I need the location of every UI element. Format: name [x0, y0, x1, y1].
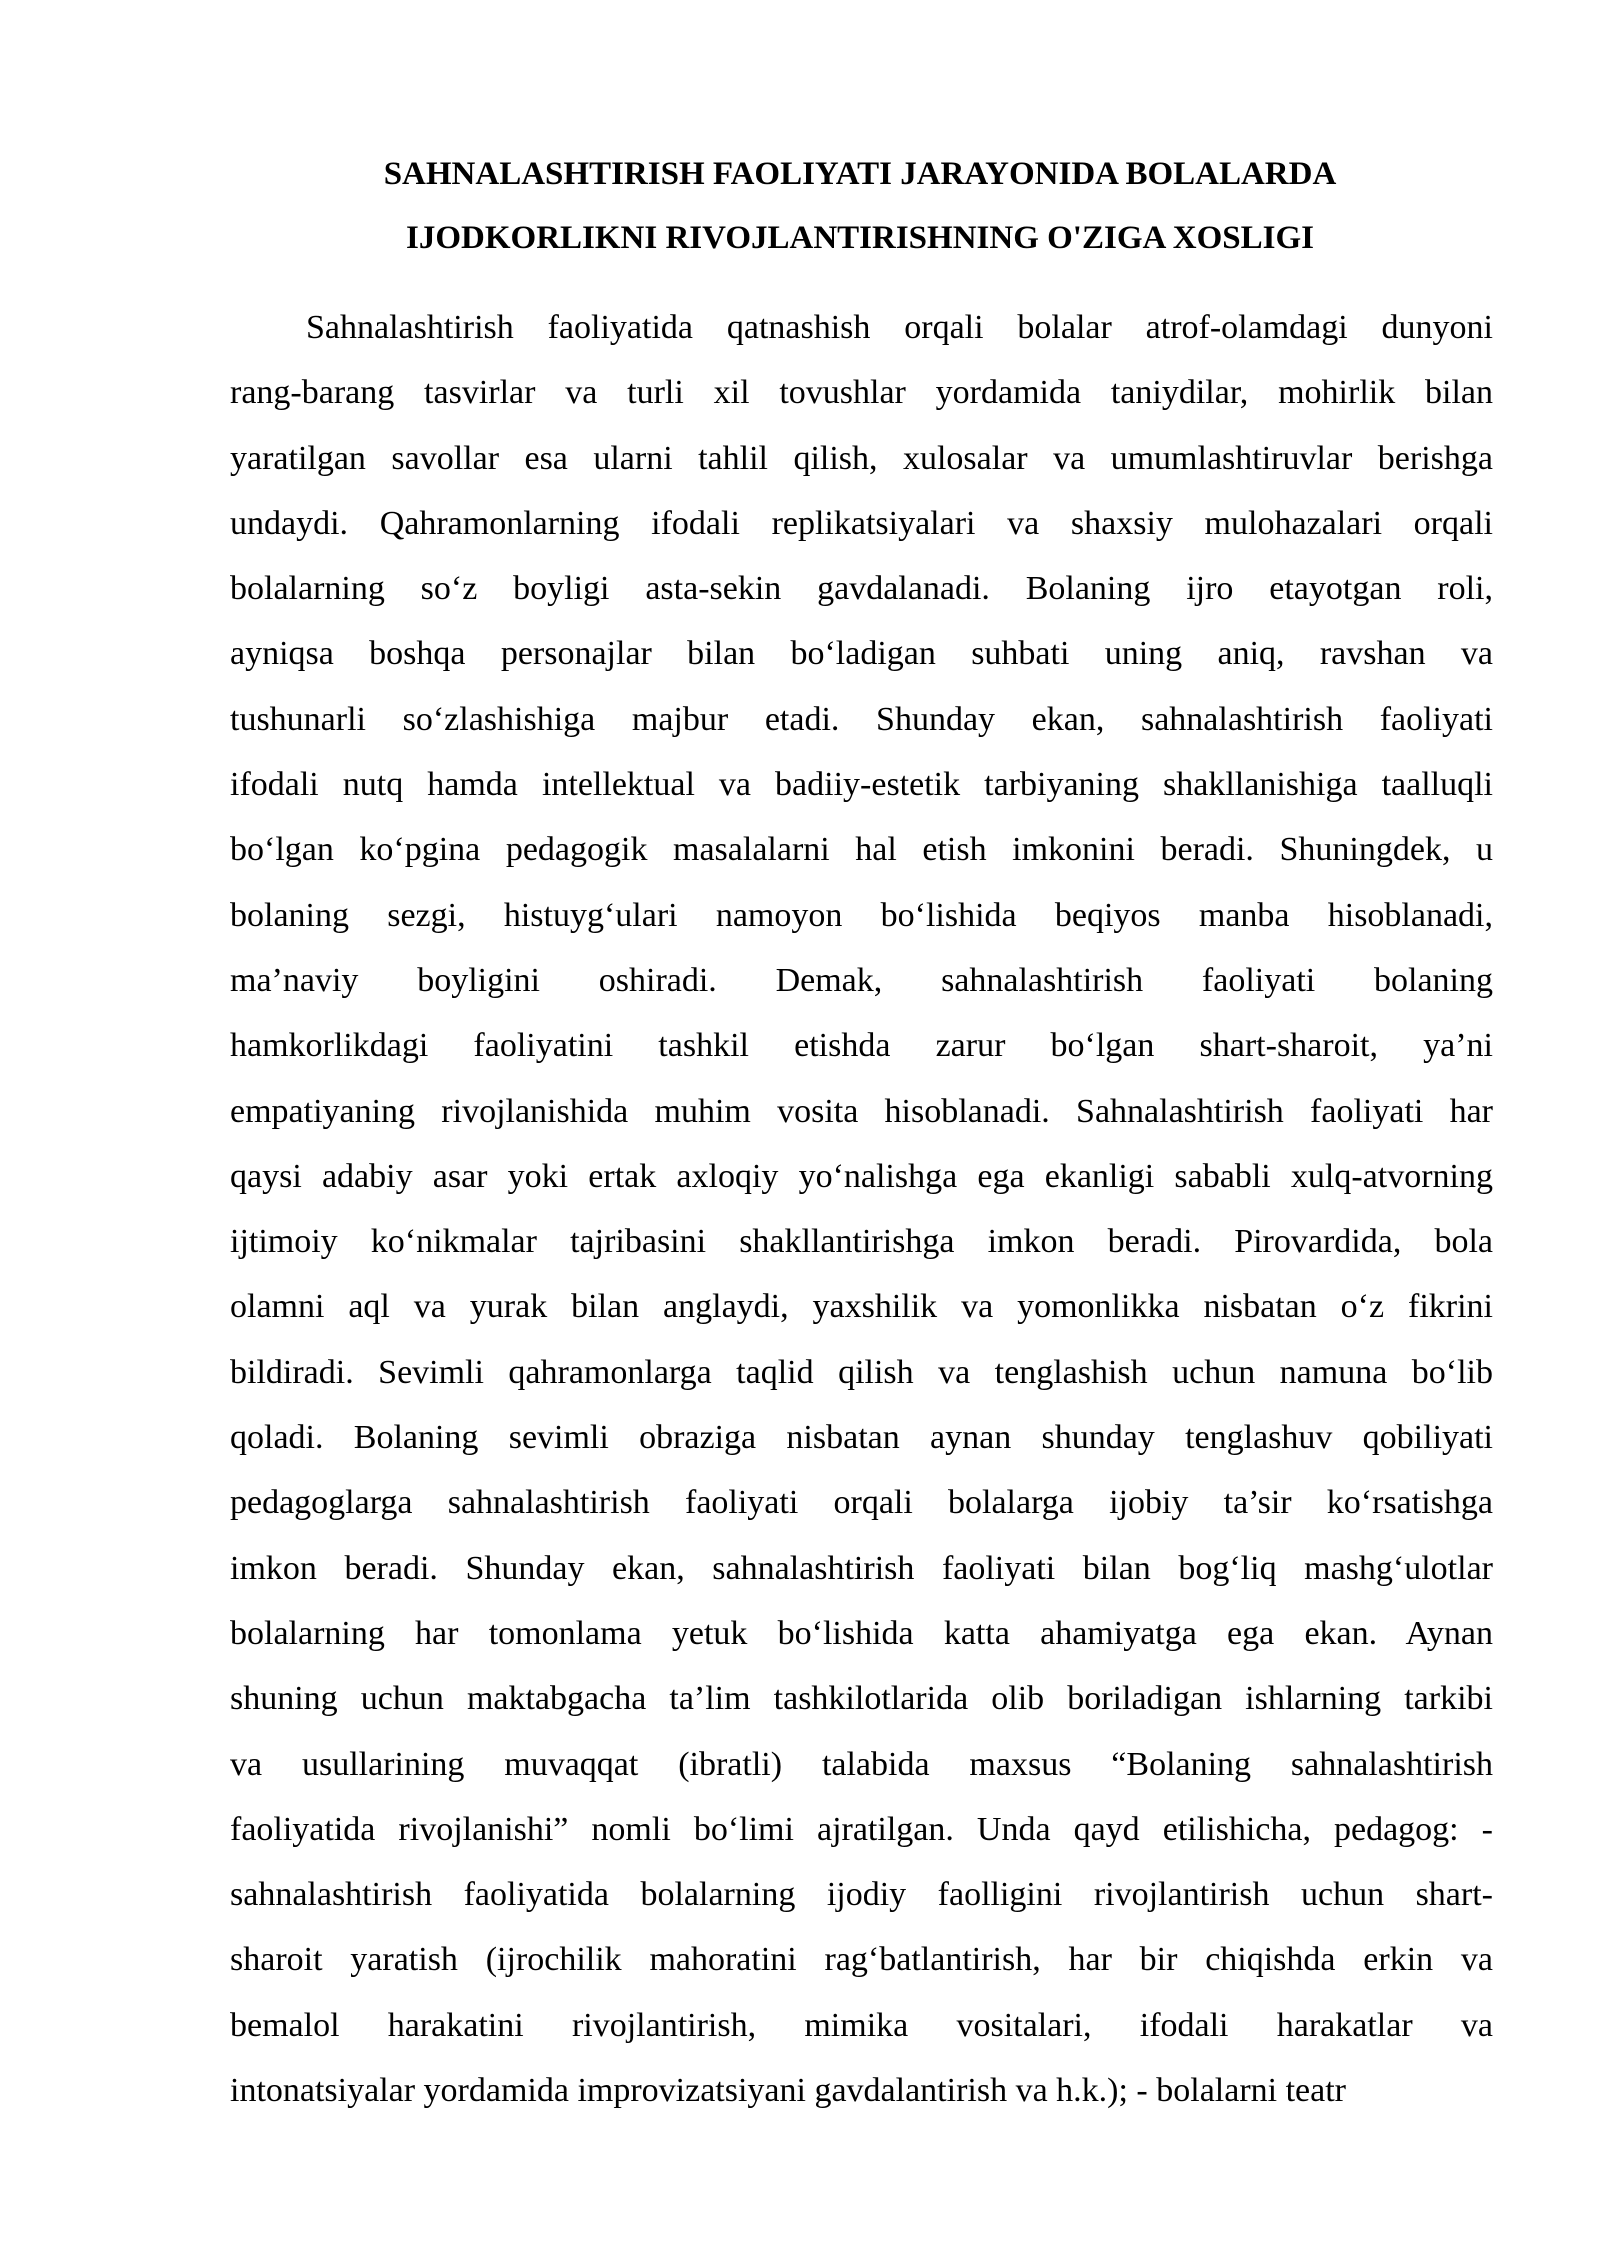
paragraph-line: olamni aql va yurak bilan anglaydi, yaxshilik va yomonlikka nisbatan o‘z fikrini	[230, 1288, 1493, 1326]
title-line: IJODKORLIKNI RIVOJLANTIRISHNING O'ZIGA XOSLIGI	[406, 220, 1314, 256]
paragraph-line: ifodali nutq hamda intellektual va badiiy-estetik tarbiyaning shakllanishiga taalluqli	[230, 766, 1493, 804]
body-paragraph	[230, 295, 1493, 2123]
paragraph-line: imkon beradi. Shunday ekan, sahnalashtirish faoliyati bilan bog‘liq mashg‘ulotlar	[230, 1549, 1493, 1587]
paragraph-line: bo‘lgan ko‘pgina pedagogik masalalarni hal etish imkonini beradi. Shuningdek, u	[230, 831, 1493, 869]
paragraph-line: bolaning sezgi, histuyg‘ulari namoyon bo‘lishida beqiyos manba hisoblanadi,	[230, 896, 1493, 934]
paragraph-line: empatiyaning rivojlanishida muhim vosita hisoblanadi. Sahnalashtirish faoliyati har	[230, 1092, 1493, 1130]
paragraph-line: shuning uchun maktabgacha ta’lim tashkilotlarida olib boriladigan ishlarning tarkibi	[230, 1680, 1493, 1718]
paragraph-line: ayniqsa boshqa personajlar bilan bo‘ladigan suhbati uning aniq, ravshan va	[230, 635, 1493, 673]
title-line: SAHNALASHTIRISH FAOLIYATI JARAYONIDA BOLALARDA	[383, 156, 1337, 192]
document-title	[230, 142, 1490, 270]
paragraph-line: Sahnalashtirish faoliyatida qatnashish orqali bolalar atrof-olamdagi dunyoni	[306, 309, 1493, 346]
paragraph-line: undaydi. Qahramonlarning ifodali replikatsiyalari va shaxsiy mulohazalari orqali	[230, 504, 1493, 542]
paragraph-line: faoliyatida rivojlanishi” nomli bo‘limi ajratilgan. Unda qayd etilishicha, pedagog: -	[230, 1810, 1493, 1848]
paragraph-line: hamkorlikdagi faoliyatini tashkil etishda zarur bo‘lgan shart-sharoit, ya’ni	[230, 1027, 1493, 1065]
paragraph-line: bemalol harakatini rivojlantirish, mimika vositalari, ifodali harakatlar va	[230, 2006, 1493, 2044]
paragraph-line: bolalarning so‘z boyligi asta-sekin gavdalanadi. Bolaning ijro etayotgan roli,	[230, 570, 1493, 608]
paragraph-line: va usullarining muvaqqat (ibratli) talabida maxsus “Bolaning sahnalashtirish	[230, 1745, 1493, 1783]
paragraph-line: tushunarli so‘zlashishiga majbur etadi. Shunday ekan, sahnalashtirish faoliyati	[230, 700, 1493, 738]
paragraph-line: pedagoglarga sahnalashtirish faoliyati orqali bolalarga ijobiy ta’sir ko‘rsatishga	[230, 1484, 1493, 1522]
paragraph-line: qoladi. Bolaning sevimli obraziga nisbatan aynan shunday tenglashuv qobiliyati	[230, 1419, 1493, 1457]
paragraph-line: rang-barang tasvirlar va turli xil tovushlar yordamida taniydilar, mohirlik bilan	[230, 374, 1493, 412]
paragraph-line: ijtimoiy ko‘nikmalar tajribasini shakllantirishga imkon beradi. Pirovardida, bola	[230, 1223, 1493, 1261]
paragraph-line: sharoit yaratish (ijrochilik mahoratini rag‘batlantirish, har bir chiqishda erkin va	[230, 1941, 1493, 1979]
paragraph-line: sahnalashtirish faoliyatida bolalarning ijodiy faolligini rivojlantirish uchun shart-	[230, 1876, 1493, 1914]
paragraph-line: bildiradi. Sevimli qahramonlarga taqlid qilish va tenglashish uchun namuna bo‘lib	[230, 1353, 1493, 1391]
paragraph-line: yaratilgan savollar esa ularni tahlil qilish, xulosalar va umumlashtiruvlar berishga	[230, 439, 1493, 477]
paragraph-line: ma’naviy boyligini oshiradi. Demak, sahnalashtirish faoliyati bolaning	[230, 961, 1493, 999]
paragraph-line: intonatsiyalar yordamida improvizatsiyani gavdalantirish va h.k.); - bolalarni teatr	[230, 2072, 1346, 2110]
paragraph-line: qaysi adabiy asar yoki ertak axloqiy yo‘nalishga ega ekanligi sababli xulq-atvorning	[230, 1157, 1493, 1195]
paragraph-line: bolalarning har tomonlama yetuk bo‘lishida katta ahamiyatga ega ekan. Aynan	[230, 1614, 1493, 1652]
